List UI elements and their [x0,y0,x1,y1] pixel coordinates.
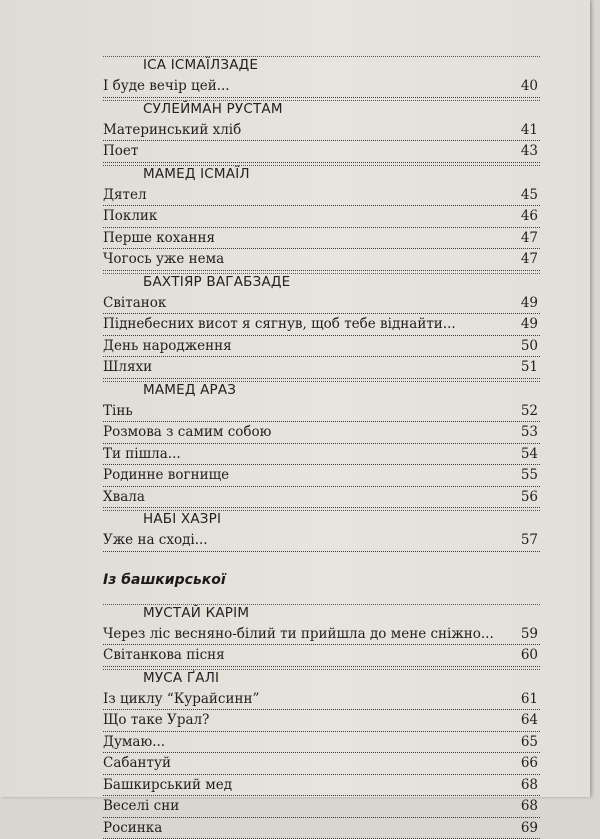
entry-title: Хвала [103,487,145,508]
entry-title: Світанок [103,293,166,314]
toc-entry[interactable] [103,487,540,509]
author-heading: МАМЕД АРАЗ [103,379,540,401]
toc-entry[interactable] [103,314,540,336]
toc-entry[interactable] [103,710,540,732]
entry-page: 55 [516,465,538,486]
entry-page: 69 [516,818,538,839]
entry-page: 41 [516,120,538,141]
entry-page: 45 [516,185,538,206]
entry-page: 64 [516,710,538,731]
entry-page: 47 [516,228,538,249]
entry-page: 68 [516,775,538,796]
toc-entry[interactable] [103,76,540,98]
entry-page: 50 [516,336,538,357]
toc-entry[interactable] [103,422,540,444]
entry-title: Поклик [103,206,157,227]
entry-page: 46 [516,206,538,227]
entry-page: 60 [516,645,538,666]
entry-title: Думаю... [103,732,165,753]
entry-title: Тінь [103,401,133,422]
entry-title: Світанкова пісня [103,645,225,666]
entry-page: 53 [516,422,538,443]
toc-entry[interactable] [103,465,540,487]
toc-entry[interactable] [103,818,540,839]
entry-title: День народження [103,336,232,357]
author-heading: ІСА ІСМАЇЛЗАДЕ [103,54,540,76]
entry-page: 49 [516,293,538,314]
entry-title: Розмова з самим собою [103,422,271,443]
entry-page: 61 [516,689,538,710]
entry-page: 47 [516,249,538,270]
toc-entry[interactable] [103,775,540,797]
toc-entry[interactable] [103,293,540,315]
entry-title: Материнський хліб [103,120,241,141]
section-heading: Із башкирської [103,552,540,596]
entry-title: Чогось уже нема [103,249,224,270]
entry-page: 52 [516,401,538,422]
toc-entry[interactable] [103,624,540,646]
entry-title: Родинне вогнище [103,465,229,486]
entry-title: Ти пішла... [103,444,181,465]
author-heading: НАБІ ХАЗРІ [103,508,540,530]
toc-entry[interactable] [103,753,540,775]
toc-entry[interactable] [103,185,540,207]
toc-entry[interactable] [103,444,540,466]
entry-title: Уже на сході... [103,530,208,551]
toc-entry[interactable] [103,357,540,379]
entry-page: 68 [516,796,538,817]
toc-entry[interactable] [103,796,540,818]
entry-title: Піднебесних висот я сягнув, щоб тебе віднайти... [103,314,456,335]
entry-title: Башкирський мед [103,775,232,796]
entry-title: Дятел [103,185,147,206]
entry-title: Що таке Урал? [103,710,209,731]
toc-entry[interactable] [103,228,540,250]
entry-title: Веселі сни [103,796,179,817]
entry-title: Із циклу “Курайсинн” [103,689,259,710]
entry-page: 54 [516,444,538,465]
toc-entry[interactable] [103,401,540,423]
entry-title: Сабантуй [103,753,171,774]
author-heading: МАМЕД ІСМАЇЛ [103,163,540,185]
entry-title: Через ліс весняно-білий ти прийшла до мене сніжно... [103,624,494,645]
entry-title: Росинка [103,818,162,839]
toc-entry[interactable] [103,249,540,271]
toc-entry[interactable] [103,336,540,358]
entry-page: 59 [516,624,538,645]
entry-page: 56 [516,487,538,508]
entry-page: 65 [516,732,538,753]
author-heading: МУСА ҐАЛІ [103,667,540,689]
toc-entry[interactable] [103,206,540,228]
entry-page: 40 [516,76,538,97]
entry-page: 43 [516,141,538,162]
author-heading: СУЛЕЙМАН РУСТАМ [103,98,540,120]
entry-page: 49 [516,314,538,335]
entry-title: Шляхи [103,357,152,378]
toc-entry[interactable] [103,141,540,163]
author-heading: МУСТАЙ КАРІМ [103,602,540,624]
toc-entry[interactable] [103,689,540,711]
entry-title: Поет [103,141,138,162]
toc-entry[interactable] [103,732,540,754]
table-of-contents [103,54,540,839]
toc-entry[interactable] [103,530,540,552]
toc-entry[interactable] [103,120,540,142]
entry-page: 57 [516,530,538,551]
entry-title: І буде вечір цей... [103,76,230,97]
entry-title: Перше кохання [103,228,215,249]
author-heading: БАХТІЯР ВАГАБЗАДЕ [103,271,540,293]
toc-entry[interactable] [103,645,540,667]
entry-page: 66 [516,753,538,774]
entry-page: 51 [516,357,538,378]
